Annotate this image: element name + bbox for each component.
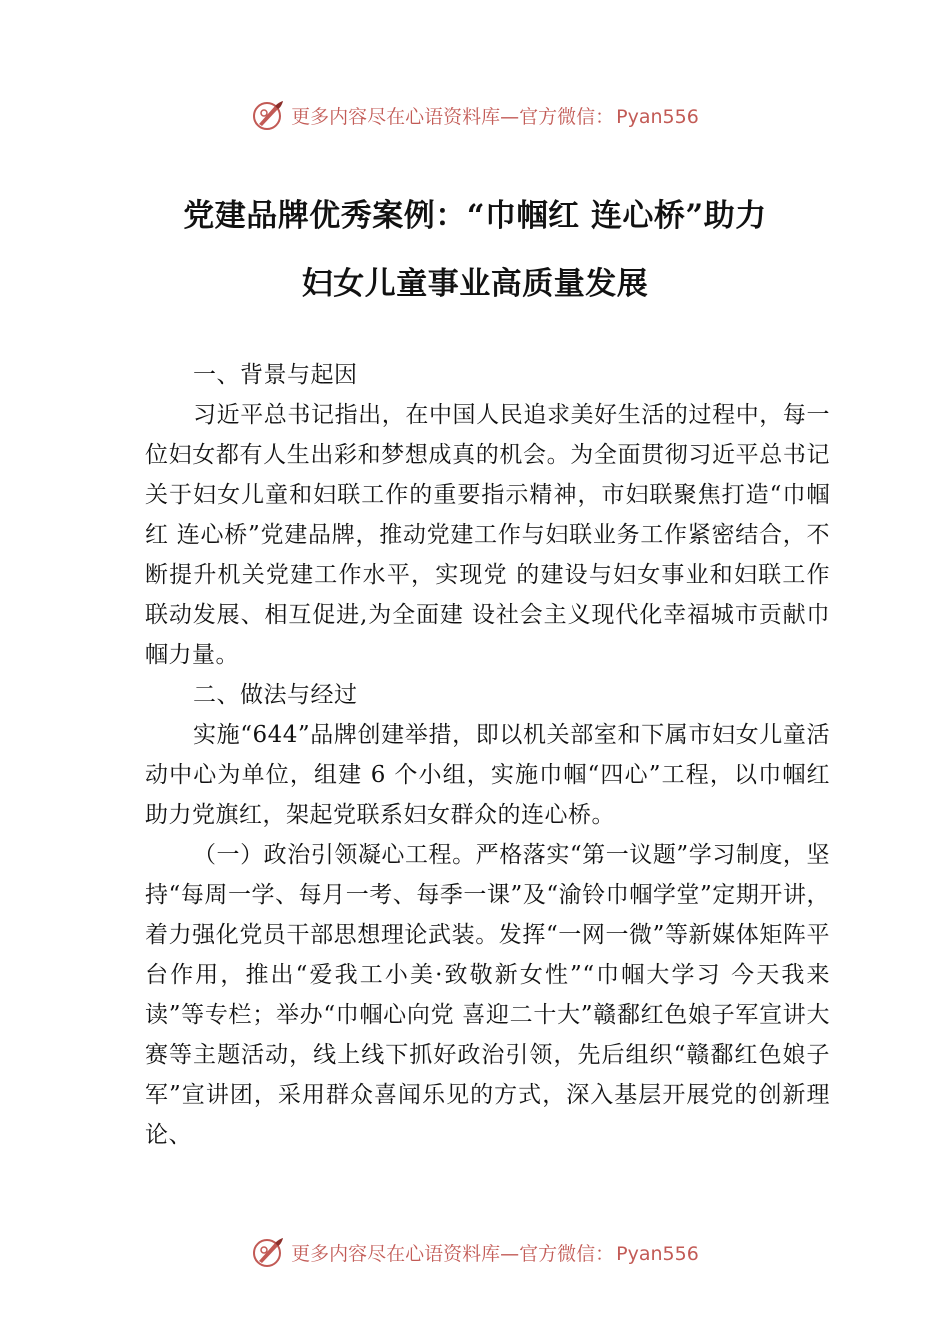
header-banner-account: Pyan556 — [616, 105, 699, 128]
quill-pen-icon — [251, 1235, 285, 1269]
header-banner-text: 更多内容尽在心语资料库—官方微信： Pyan556 — [291, 105, 699, 128]
footer-banner — [0, 1232, 950, 1272]
section-heading-background: 一、背景与起因 — [193, 362, 358, 388]
header-banner — [0, 95, 950, 135]
paragraph-background: 习近平总书记指出，在中国人民追求美好生活的过程中，每一位妇女都有人生出彩和梦想成真的机会。为全面贯彻习近平总书记关于妇女儿童和妇联工作的重要指示精神，市妇联聚焦打造“巾帼红 连心桥”党建品牌，推动党建工作与妇联业务工作紧密结合，不断提升机关党建工作水平，实现党 的建设与妇女事业和妇联工作联动发展、相互促进,为全面建 设社会主义现代化幸福城市贡献巾帼力量。 — [145, 402, 830, 668]
paragraph-political-guidance: （一）政治引领凝心工程。严格落实“第一议题”学习制度，坚持“每周一学、每月一考、每季一课”及“渝铃巾帼学堂”定期开讲，着力强化党员干部思想理论武装。发挥“一网一微”等新媒体矩阵平台作用，推出“爱我工小美·致敬新女性”“巾帼大学习 今天我来读”等专栏；举办“巾帼心向党 喜迎二十大”赣鄱红色娘子军宣讲大赛等主题活动，线上线下抓好政治引领，先后组织“赣鄱红色娘子军”宣讲团，采用群众喜闻乐见的方式，深入基层开展党的创新理论、 — [145, 842, 830, 1148]
paragraph-methods-intro: 实施“644”品牌创建举措，即以机关部室和下属市妇女儿童活动中心为单位，组建 6 个小组，实施巾帼“四心”工程，以巾帼红助力党旗红，架起党联系妇女群众的连心桥。 — [145, 722, 830, 828]
section-heading-methods: 二、做法与经过 — [193, 682, 358, 708]
footer-banner-account: Pyan556 — [616, 1242, 699, 1265]
footer-banner-text: 更多内容尽在心语资料库—官方微信： Pyan556 — [291, 1242, 699, 1265]
document-title-line-1: 党建品牌优秀案例：“巾帼红 连心桥”助力 — [183, 198, 767, 234]
document-title-line-2: 妇女儿童事业高质量发展 — [301, 266, 649, 302]
document-body — [145, 355, 830, 1155]
quill-pen-icon — [251, 98, 285, 132]
